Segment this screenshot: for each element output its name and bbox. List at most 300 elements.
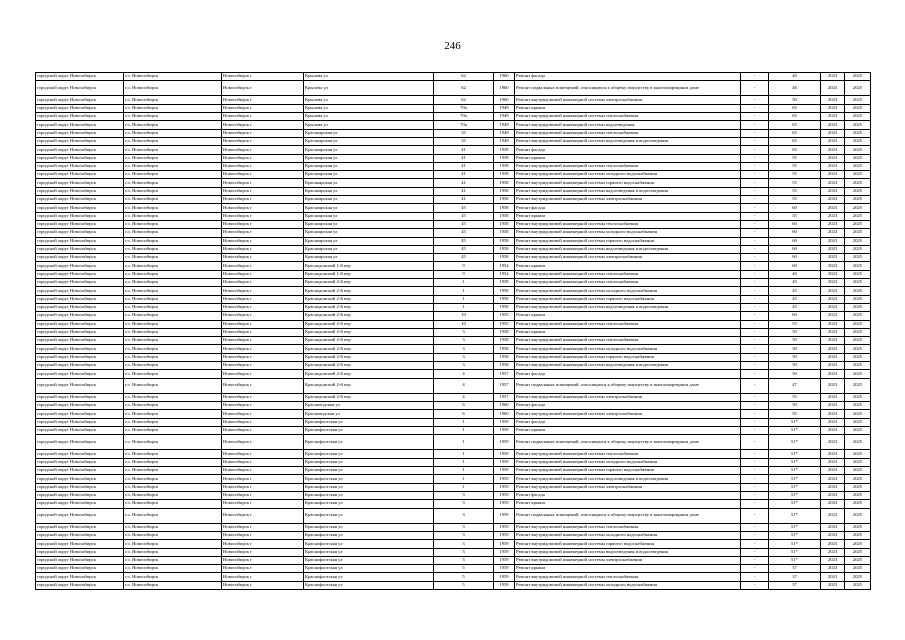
cell-work-type: Ремонт крыши bbox=[515, 262, 741, 270]
cell-end-year: 2025 bbox=[845, 220, 871, 228]
cell-cost: 55 bbox=[769, 410, 821, 418]
cell-house: 41 bbox=[434, 187, 494, 195]
table-row bbox=[36, 337, 871, 345]
cell-end-year: 2025 bbox=[845, 458, 871, 466]
cell-year: 1949 bbox=[494, 113, 515, 121]
table-row bbox=[36, 113, 871, 121]
cell-year: 1949 bbox=[494, 129, 515, 137]
cell-end-year: 2025 bbox=[845, 565, 871, 573]
cell-mark: - bbox=[741, 312, 769, 320]
table-row bbox=[36, 104, 871, 112]
cell-work-type: Ремонт внутридомовой инженерной системы теплоснабжения bbox=[515, 450, 741, 458]
cell-house: 10 bbox=[434, 320, 494, 328]
cell-street: Краснодонский 2-й пер bbox=[304, 337, 434, 345]
cell-municipality: городской округ Новосибирск bbox=[36, 212, 124, 220]
cell-year: 1958 bbox=[494, 345, 515, 353]
cell-street: Красноярская ул bbox=[304, 129, 434, 137]
cell-city: Новосибирск г bbox=[222, 483, 304, 491]
cell-street: Краснофлотская ул bbox=[304, 556, 434, 564]
cell-mark: - bbox=[741, 532, 769, 540]
cell-work-type: Ремонт внутридомовой инженерной системы теплоснабжения bbox=[515, 129, 741, 137]
cell-year: 1958 bbox=[494, 212, 515, 220]
cell-start-year: 2023 bbox=[821, 540, 845, 548]
cell-mark: - bbox=[741, 393, 769, 401]
table-row bbox=[36, 121, 871, 129]
cell-house: 62 bbox=[434, 81, 494, 96]
cell-settlement: г.о. Новосибирск bbox=[124, 337, 222, 345]
cell-city: Новосибирск г bbox=[222, 312, 304, 320]
cell-cost: 60 bbox=[769, 220, 821, 228]
cell-city: Новосибирск г bbox=[222, 450, 304, 458]
cell-year: 1955 bbox=[494, 312, 515, 320]
cell-street: Краснодонский 2-й пер bbox=[304, 345, 434, 353]
cell-mark: - bbox=[741, 196, 769, 204]
cell-end-year: 2025 bbox=[845, 328, 871, 336]
cell-start-year: 2023 bbox=[821, 113, 845, 121]
cell-end-year: 2025 bbox=[845, 312, 871, 320]
cell-city: Новосибирск г bbox=[222, 491, 304, 499]
cell-city: Новосибирск г bbox=[222, 81, 304, 96]
cell-end-year: 2025 bbox=[845, 279, 871, 287]
table-row bbox=[36, 196, 871, 204]
cell-house: 1 bbox=[434, 287, 494, 295]
cell-street: Крылова ул bbox=[304, 121, 434, 129]
cell-work-type: Ремонт внутридомовой инженерной системы электроснабжения bbox=[515, 556, 741, 564]
cell-house: 1 bbox=[434, 295, 494, 303]
cell-house: 45 bbox=[434, 245, 494, 253]
cell-start-year: 2023 bbox=[821, 220, 845, 228]
cell-cost: 65 bbox=[769, 104, 821, 112]
capital-repair-table bbox=[35, 72, 871, 590]
table-row bbox=[36, 450, 871, 458]
cell-street: Краснофлотская ул bbox=[304, 435, 434, 450]
cell-end-year: 2025 bbox=[845, 393, 871, 401]
cell-street: Краснофлотская ул bbox=[304, 565, 434, 573]
cell-mark: - bbox=[741, 435, 769, 450]
cell-year: 1958 bbox=[494, 179, 515, 187]
cell-house: 1 bbox=[434, 483, 494, 491]
cell-end-year: 2025 bbox=[845, 121, 871, 129]
cell-mark: - bbox=[741, 137, 769, 145]
cell-city: Новосибирск г bbox=[222, 467, 304, 475]
cell-street: Краснофлотская ул bbox=[304, 500, 434, 508]
cell-start-year: 2023 bbox=[821, 345, 845, 353]
table-row bbox=[36, 154, 871, 162]
cell-cost: 51* bbox=[769, 548, 821, 556]
table-row bbox=[36, 303, 871, 311]
cell-cost: 55 bbox=[769, 196, 821, 204]
cell-end-year: 2025 bbox=[845, 345, 871, 353]
cell-settlement: г.о. Новосибирск bbox=[124, 491, 222, 499]
cell-start-year: 2023 bbox=[821, 523, 845, 531]
cell-work-type: Ремонт фасада bbox=[515, 73, 741, 81]
cell-house: 3 bbox=[434, 361, 494, 369]
cell-municipality: городской округ Новосибирск bbox=[36, 129, 124, 137]
cell-mark: - bbox=[741, 581, 769, 589]
cell-cost: 45 bbox=[769, 303, 821, 311]
cell-work-type: Ремонт внутридомовой инженерной системы теплоснабжения bbox=[515, 220, 741, 228]
table-row bbox=[36, 312, 871, 320]
cell-end-year: 2025 bbox=[845, 556, 871, 564]
cell-city: Новосибирск г bbox=[222, 393, 304, 401]
cell-municipality: городской округ Новосибирск bbox=[36, 573, 124, 581]
cell-city: Новосибирск г bbox=[222, 361, 304, 369]
cell-city: Новосибирск г bbox=[222, 220, 304, 228]
cell-cost: 50 bbox=[769, 402, 821, 410]
cell-end-year: 2025 bbox=[845, 104, 871, 112]
cell-settlement: г.о. Новосибирск bbox=[124, 565, 222, 573]
cell-municipality: городской округ Новосибирск bbox=[36, 418, 124, 426]
cell-mark: - bbox=[741, 345, 769, 353]
cell-settlement: г.о. Новосибирск bbox=[124, 237, 222, 245]
table-row bbox=[36, 565, 871, 573]
table-row bbox=[36, 435, 871, 450]
cell-year: 1959 bbox=[494, 467, 515, 475]
cell-work-type: Ремонт крыши bbox=[515, 565, 741, 573]
cell-start-year: 2023 bbox=[821, 361, 845, 369]
cell-mark: - bbox=[741, 303, 769, 311]
table-row bbox=[36, 483, 871, 491]
table-row bbox=[36, 270, 871, 278]
cell-work-type: Ремонт подвальных помещений, относящихся к общему имуществу в многоквартирном доме bbox=[515, 81, 741, 96]
cell-house: 3 bbox=[434, 523, 494, 531]
cell-mark: - bbox=[741, 540, 769, 548]
cell-start-year: 2023 bbox=[821, 245, 845, 253]
cell-year: 1959 bbox=[494, 556, 515, 564]
cell-end-year: 2025 bbox=[845, 187, 871, 195]
cell-mark: - bbox=[741, 426, 769, 434]
cell-street: Краснодонский 1-й пер bbox=[304, 270, 434, 278]
cell-end-year: 2025 bbox=[845, 353, 871, 361]
cell-city: Новосибирск г bbox=[222, 196, 304, 204]
cell-year: 1958 bbox=[494, 237, 515, 245]
table-row bbox=[36, 475, 871, 483]
cell-work-type: Ремонт внутридомовой инженерной системы водоотведения bbox=[515, 121, 741, 129]
cell-end-year: 2025 bbox=[845, 410, 871, 418]
cell-mark: - bbox=[741, 458, 769, 466]
cell-year: 1960 bbox=[494, 73, 515, 81]
cell-house: 3 bbox=[434, 548, 494, 556]
cell-year: 1959 bbox=[494, 475, 515, 483]
cell-cost: 65 bbox=[769, 121, 821, 129]
cell-work-type: Ремонт внутридомовой инженерной системы теплоснабжения bbox=[515, 113, 741, 121]
cell-mark: - bbox=[741, 508, 769, 523]
cell-cost: 65 bbox=[769, 146, 821, 154]
cell-house: 45 bbox=[434, 237, 494, 245]
cell-start-year: 2023 bbox=[821, 508, 845, 523]
cell-work-type: Ремонт внутридомовой инженерной системы теплоснабжения bbox=[515, 523, 741, 531]
cell-end-year: 2025 bbox=[845, 370, 871, 378]
cell-settlement: г.о. Новосибирск bbox=[124, 245, 222, 253]
cell-year: 1958 bbox=[494, 295, 515, 303]
table-row bbox=[36, 345, 871, 353]
cell-city: Новосибирск г bbox=[222, 212, 304, 220]
table-row bbox=[36, 179, 871, 187]
cell-start-year: 2023 bbox=[821, 337, 845, 345]
cell-house: 3 bbox=[434, 328, 494, 336]
cell-house: 5 bbox=[434, 573, 494, 581]
cell-mark: - bbox=[741, 171, 769, 179]
cell-house: 3 bbox=[434, 345, 494, 353]
cell-house: 3 bbox=[434, 532, 494, 540]
cell-city: Новосибирск г bbox=[222, 154, 304, 162]
cell-end-year: 2025 bbox=[845, 137, 871, 145]
cell-start-year: 2023 bbox=[821, 287, 845, 295]
cell-city: Новосибирск г bbox=[222, 245, 304, 253]
cell-end-year: 2025 bbox=[845, 146, 871, 154]
cell-work-type: Ремонт фасада bbox=[515, 491, 741, 499]
cell-end-year: 2025 bbox=[845, 418, 871, 426]
cell-municipality: городской округ Новосибирск bbox=[36, 312, 124, 320]
cell-street: Краснофлотская ул bbox=[304, 548, 434, 556]
cell-settlement: г.о. Новосибирск bbox=[124, 426, 222, 434]
table-row bbox=[36, 402, 871, 410]
cell-house: 1 bbox=[434, 279, 494, 287]
table-row bbox=[36, 467, 871, 475]
cell-house: 1 bbox=[434, 458, 494, 466]
cell-settlement: г.о. Новосибирск bbox=[124, 320, 222, 328]
cell-end-year: 2025 bbox=[845, 361, 871, 369]
cell-start-year: 2023 bbox=[821, 295, 845, 303]
cell-start-year: 2023 bbox=[821, 353, 845, 361]
cell-cost: 51* bbox=[769, 467, 821, 475]
cell-cost: 55 bbox=[769, 212, 821, 220]
cell-settlement: г.о. Новосибирск bbox=[124, 187, 222, 195]
cell-street: Крылова ул bbox=[304, 96, 434, 104]
cell-end-year: 2025 bbox=[845, 483, 871, 491]
cell-municipality: городской округ Новосибирск bbox=[36, 467, 124, 475]
cell-cost: 55 bbox=[769, 162, 821, 170]
cell-house: 45 bbox=[434, 229, 494, 237]
cell-cost: 50 bbox=[769, 96, 821, 104]
cell-street: Краснодонский 2-й пер bbox=[304, 353, 434, 361]
cell-end-year: 2025 bbox=[845, 179, 871, 187]
cell-municipality: городской округ Новосибирск bbox=[36, 104, 124, 112]
cell-work-type: Ремонт подвальных помещений, относящихся к общему имуществу в многоквартирном доме bbox=[515, 378, 741, 393]
cell-settlement: г.о. Новосибирск bbox=[124, 129, 222, 137]
cell-work-type: Ремонт внутридомовой инженерной системы горячего водоснабжения bbox=[515, 237, 741, 245]
cell-cost: 55 bbox=[769, 320, 821, 328]
cell-year: 1958 bbox=[494, 162, 515, 170]
cell-end-year: 2025 bbox=[845, 245, 871, 253]
cell-end-year: 2025 bbox=[845, 295, 871, 303]
cell-settlement: г.о. Новосибирск bbox=[124, 146, 222, 154]
cell-city: Новосибирск г bbox=[222, 179, 304, 187]
cell-settlement: г.о. Новосибирск bbox=[124, 523, 222, 531]
cell-street: Краснодонский 2-й пер bbox=[304, 370, 434, 378]
cell-start-year: 2023 bbox=[821, 303, 845, 311]
cell-mark: - bbox=[741, 402, 769, 410]
cell-city: Новосибирск г bbox=[222, 556, 304, 564]
table-row bbox=[36, 295, 871, 303]
cell-settlement: г.о. Новосибирск bbox=[124, 171, 222, 179]
cell-year: 1959 bbox=[494, 508, 515, 523]
cell-end-year: 2025 bbox=[845, 196, 871, 204]
cell-end-year: 2025 bbox=[845, 81, 871, 96]
table-row bbox=[36, 353, 871, 361]
cell-settlement: г.о. Новосибирск bbox=[124, 121, 222, 129]
cell-work-type: Ремонт внутридомовой инженерной системы теплоснабжения bbox=[515, 162, 741, 170]
cell-end-year: 2025 bbox=[845, 337, 871, 345]
cell-mark: - bbox=[741, 81, 769, 96]
cell-start-year: 2023 bbox=[821, 270, 845, 278]
table-row bbox=[36, 171, 871, 179]
cell-street: Краснодонский 2-й пер bbox=[304, 295, 434, 303]
cell-start-year: 2023 bbox=[821, 279, 845, 287]
cell-end-year: 2025 bbox=[845, 523, 871, 531]
cell-start-year: 2023 bbox=[821, 162, 845, 170]
cell-street: Красноярская ул bbox=[304, 187, 434, 195]
table-row bbox=[36, 532, 871, 540]
cell-city: Новосибирск г bbox=[222, 237, 304, 245]
cell-street: Красноярская ул bbox=[304, 220, 434, 228]
cell-end-year: 2025 bbox=[845, 548, 871, 556]
table-row bbox=[36, 548, 871, 556]
cell-settlement: г.о. Новосибирск bbox=[124, 370, 222, 378]
cell-settlement: г.о. Новосибирск bbox=[124, 435, 222, 450]
cell-cost: 55 bbox=[769, 393, 821, 401]
cell-settlement: г.о. Новосибирск bbox=[124, 295, 222, 303]
cell-street: Красноярская ул bbox=[304, 137, 434, 145]
cell-settlement: г.о. Новосибирск bbox=[124, 113, 222, 121]
cell-city: Новосибирск г bbox=[222, 229, 304, 237]
cell-street: Краснофлотская ул bbox=[304, 540, 434, 548]
cell-start-year: 2023 bbox=[821, 581, 845, 589]
cell-municipality: городской округ Новосибирск bbox=[36, 146, 124, 154]
cell-house: 41 bbox=[434, 146, 494, 154]
cell-municipality: городской округ Новосибирск bbox=[36, 523, 124, 531]
cell-house: 45 bbox=[434, 212, 494, 220]
cell-city: Новосибирск г bbox=[222, 402, 304, 410]
cell-street: Краснодонский 2-й пер bbox=[304, 312, 434, 320]
cell-municipality: городской округ Новосибирск bbox=[36, 370, 124, 378]
cell-work-type: Ремонт внутридомовой инженерной системы водоотведения и водоотведения bbox=[515, 475, 741, 483]
cell-municipality: городской округ Новосибирск bbox=[36, 581, 124, 589]
cell-mark: - bbox=[741, 73, 769, 81]
cell-end-year: 2025 bbox=[845, 212, 871, 220]
cell-city: Новосибирск г bbox=[222, 113, 304, 121]
cell-city: Новосибирск г bbox=[222, 171, 304, 179]
cell-house: 9 bbox=[434, 262, 494, 270]
cell-year: 1960 bbox=[494, 410, 515, 418]
cell-work-type: Ремонт внутридомовой инженерной системы горячего водоснабжения bbox=[515, 179, 741, 187]
cell-municipality: городской округ Новосибирск bbox=[36, 162, 124, 170]
cell-street: Красноярская ул bbox=[304, 179, 434, 187]
cell-municipality: городской округ Новосибирск bbox=[36, 113, 124, 121]
cell-cost: 60 bbox=[769, 254, 821, 262]
cell-cost: 51* bbox=[769, 532, 821, 540]
cell-cost: 65 bbox=[769, 137, 821, 145]
cell-end-year: 2025 bbox=[845, 270, 871, 278]
cell-settlement: г.о. Новосибирск bbox=[124, 573, 222, 581]
cell-year: 1959 bbox=[494, 540, 515, 548]
table-row bbox=[36, 287, 871, 295]
cell-settlement: г.о. Новосибирск bbox=[124, 361, 222, 369]
cell-mark: - bbox=[741, 121, 769, 129]
cell-cost: 51* bbox=[769, 491, 821, 499]
cell-house: 1 bbox=[434, 435, 494, 450]
cell-year: 1959 bbox=[494, 581, 515, 589]
cell-city: Новосибирск г bbox=[222, 121, 304, 129]
cell-municipality: городской округ Новосибирск bbox=[36, 508, 124, 523]
table-row bbox=[36, 237, 871, 245]
cell-city: Новосибирск г bbox=[222, 104, 304, 112]
cell-city: Новосибирск г bbox=[222, 287, 304, 295]
table-row bbox=[36, 146, 871, 154]
cell-work-type: Ремонт внутридомовой инженерной системы горячего водоснабжения bbox=[515, 467, 741, 475]
cell-house: 45 bbox=[434, 220, 494, 228]
cell-end-year: 2025 bbox=[845, 467, 871, 475]
cell-municipality: городской округ Новосибирск bbox=[36, 303, 124, 311]
cell-city: Новосибирск г bbox=[222, 146, 304, 154]
cell-house: 41 bbox=[434, 162, 494, 170]
table-row bbox=[36, 378, 871, 393]
cell-municipality: городской округ Новосибирск bbox=[36, 500, 124, 508]
cell-cost: 37 bbox=[769, 565, 821, 573]
cell-work-type: Ремонт внутридомовой инженерной системы горячего водоснабжения bbox=[515, 540, 741, 548]
cell-cost: 60 bbox=[769, 245, 821, 253]
cell-municipality: городской округ Новосибирск bbox=[36, 532, 124, 540]
cell-municipality: городской округ Новосибирск bbox=[36, 245, 124, 253]
cell-work-type: Ремонт внутридомовой инженерной системы теплоснабжения bbox=[515, 337, 741, 345]
cell-municipality: городской округ Новосибирск bbox=[36, 154, 124, 162]
table-row bbox=[36, 279, 871, 287]
cell-mark: - bbox=[741, 328, 769, 336]
cell-settlement: г.о. Новосибирск bbox=[124, 508, 222, 523]
cell-city: Новосибирск г bbox=[222, 418, 304, 426]
cell-house: 41 bbox=[434, 179, 494, 187]
cell-house: 4 bbox=[434, 370, 494, 378]
cell-cost: 55 bbox=[769, 171, 821, 179]
cell-settlement: г.о. Новосибирск bbox=[124, 270, 222, 278]
cell-cost: 50 bbox=[769, 370, 821, 378]
cell-cost: 37 bbox=[769, 573, 821, 581]
cell-year: 1957 bbox=[494, 393, 515, 401]
cell-house: 41 bbox=[434, 171, 494, 179]
cell-mark: - bbox=[741, 262, 769, 270]
cell-work-type: Ремонт внутридомовой инженерной системы водоотведения и водоотведения bbox=[515, 137, 741, 145]
cell-start-year: 2023 bbox=[821, 370, 845, 378]
cell-city: Новосибирск г bbox=[222, 435, 304, 450]
cell-mark: - bbox=[741, 104, 769, 112]
cell-municipality: городской округ Новосибирск bbox=[36, 229, 124, 237]
cell-settlement: г.о. Новосибирск bbox=[124, 262, 222, 270]
cell-cost: 45 bbox=[769, 279, 821, 287]
cell-work-type: Ремонт внутридомовой инженерной системы теплоснабжения bbox=[515, 270, 741, 278]
cell-start-year: 2023 bbox=[821, 532, 845, 540]
cell-settlement: г.о. Новосибирск bbox=[124, 303, 222, 311]
table-row bbox=[36, 410, 871, 418]
cell-end-year: 2025 bbox=[845, 262, 871, 270]
cell-end-year: 2025 bbox=[845, 171, 871, 179]
cell-city: Новосибирск г bbox=[222, 581, 304, 589]
cell-mark: - bbox=[741, 483, 769, 491]
cell-year: 1958 bbox=[494, 328, 515, 336]
cell-work-type: Ремонт крыши bbox=[515, 426, 741, 434]
cell-city: Новосибирск г bbox=[222, 270, 304, 278]
cell-street: Красноярская ул bbox=[304, 171, 434, 179]
cell-year: 1958 bbox=[494, 337, 515, 345]
cell-end-year: 2025 bbox=[845, 303, 871, 311]
cell-street: Краснодонский 2-й пер bbox=[304, 393, 434, 401]
cell-city: Новосибирск г bbox=[222, 458, 304, 466]
cell-work-type: Ремонт внутридомовой инженерной системы холодного водоснабжения bbox=[515, 458, 741, 466]
cell-year: 1958 bbox=[494, 254, 515, 262]
cell-house: 62 bbox=[434, 96, 494, 104]
cell-work-type: Ремонт внутридомовой инженерной системы холодного водоснабжения bbox=[515, 581, 741, 589]
cell-house: 9 bbox=[434, 270, 494, 278]
cell-house: 1 bbox=[434, 467, 494, 475]
